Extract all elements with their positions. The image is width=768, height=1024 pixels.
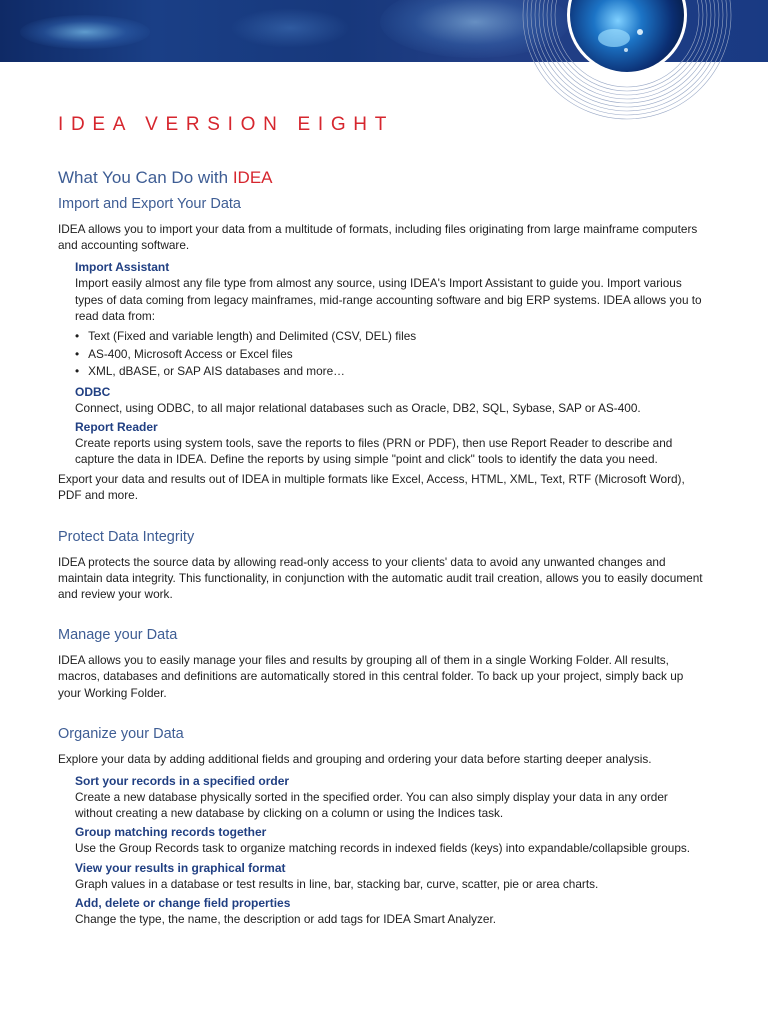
document-title: IDEA VERSION EIGHT	[58, 114, 395, 135]
organize-heading: Organize your Data	[58, 725, 184, 742]
export-text: Export your data and results out of IDEA in multiple formats like Excel, Access, HTML, XML, Text, RTF (Microsoft Word), PDF and more.	[58, 472, 685, 503]
import-format-list	[75, 328, 708, 381]
page-heading-accent: IDEA	[232, 168, 273, 187]
page-heading	[58, 168, 708, 188]
group-label: Group matching records together	[75, 825, 267, 840]
field-properties-section	[75, 896, 708, 927]
page-heading-prefix: What You Can Do with	[58, 168, 233, 187]
list-item: • Text (Fixed and variable length) and Delimited (CSV, DEL) files	[75, 328, 708, 346]
banner-light-streak	[20, 15, 150, 49]
main-content	[58, 168, 708, 931]
group-section	[75, 825, 708, 856]
import-export-intro: IDEA allows you to import your data from a multitude of formats, including files originating from large mainframe computers and accounting software.	[58, 222, 698, 253]
sort-section	[75, 774, 708, 821]
organize-intro: Explore your data by adding additional fields and grouping and ordering your data before starting deeper analysis.	[58, 751, 652, 766]
field-properties-label: Add, delete or change field properties	[75, 895, 291, 910]
import-assistant-label: Import Assistant	[75, 260, 170, 275]
graph-text: Graph values in a database or test results in line, bar, stacking bar, curve, scatter, pie or area charts.	[75, 876, 599, 891]
report-reader-text: Create reports using system tools, save the reports to files (PRN or PDF), then use Report Reader to describe and capture the data in IDEA. Define the reports by using simple "point and click" tools to identify the data you need.	[75, 435, 673, 466]
report-reader-section	[75, 420, 708, 467]
lens-graphic	[522, 0, 732, 120]
import-assistant-text: Import easily almost any file type from almost any source, using IDEA's Import Assistant to guide you. Import various types of data coming from legacy mainframes, mid-range accounting software and big ERP systems. IDEA allows you to read data from:	[75, 276, 702, 323]
odbc-label: ODBC	[75, 384, 111, 399]
banner-light-haze	[230, 8, 350, 48]
odbc-text: Connect, using ODBC, to all major relational databases such as Oracle, DB2, SQL, Sybase, SAP or AS-400.	[75, 400, 641, 415]
report-reader-label: Report Reader	[75, 419, 158, 434]
graph-section	[75, 861, 708, 892]
list-item: • XML, dBASE, or SAP AIS databases and more…	[75, 363, 708, 381]
protect-text: IDEA protects the source data by allowing read-only access to your clients' data to avoid any unwanted changes and maintain data integrity. This functionality, in conjunction with the automatic audit trail creation, allows you to easily document and review your work.	[58, 554, 703, 601]
sort-text: Create a new database physically sorted in the specified order. You can also simply display your data in any order without creating a new database by clicking on a column or using the Indices task.	[75, 789, 668, 821]
list-item: • AS-400, Microsoft Access or Excel files	[75, 346, 708, 364]
import-export-heading: Import and Export Your Data	[58, 196, 241, 212]
import-assistant-section	[75, 260, 708, 324]
manage-text: IDEA allows you to easily manage your files and results by grouping all of them in a single Working Folder. All results, macros, databases and definitions are automatically stored in this central folder. To back up your project, simply back up your Working Folder.	[58, 653, 684, 700]
odbc-section	[75, 385, 708, 416]
group-text: Use the Group Records task to organize matching records in indexed fields (keys) into expandable/collapsible groups.	[75, 841, 691, 856]
field-properties-text: Change the type, the name, the description or add tags for IDEA Smart Analyzer.	[75, 911, 496, 926]
protect-heading: Protect Data Integrity	[58, 528, 195, 545]
sort-label: Sort your records in a specified order	[75, 773, 290, 788]
manage-heading: Manage your Data	[58, 627, 178, 644]
graph-label: View your results in graphical format	[75, 860, 286, 875]
